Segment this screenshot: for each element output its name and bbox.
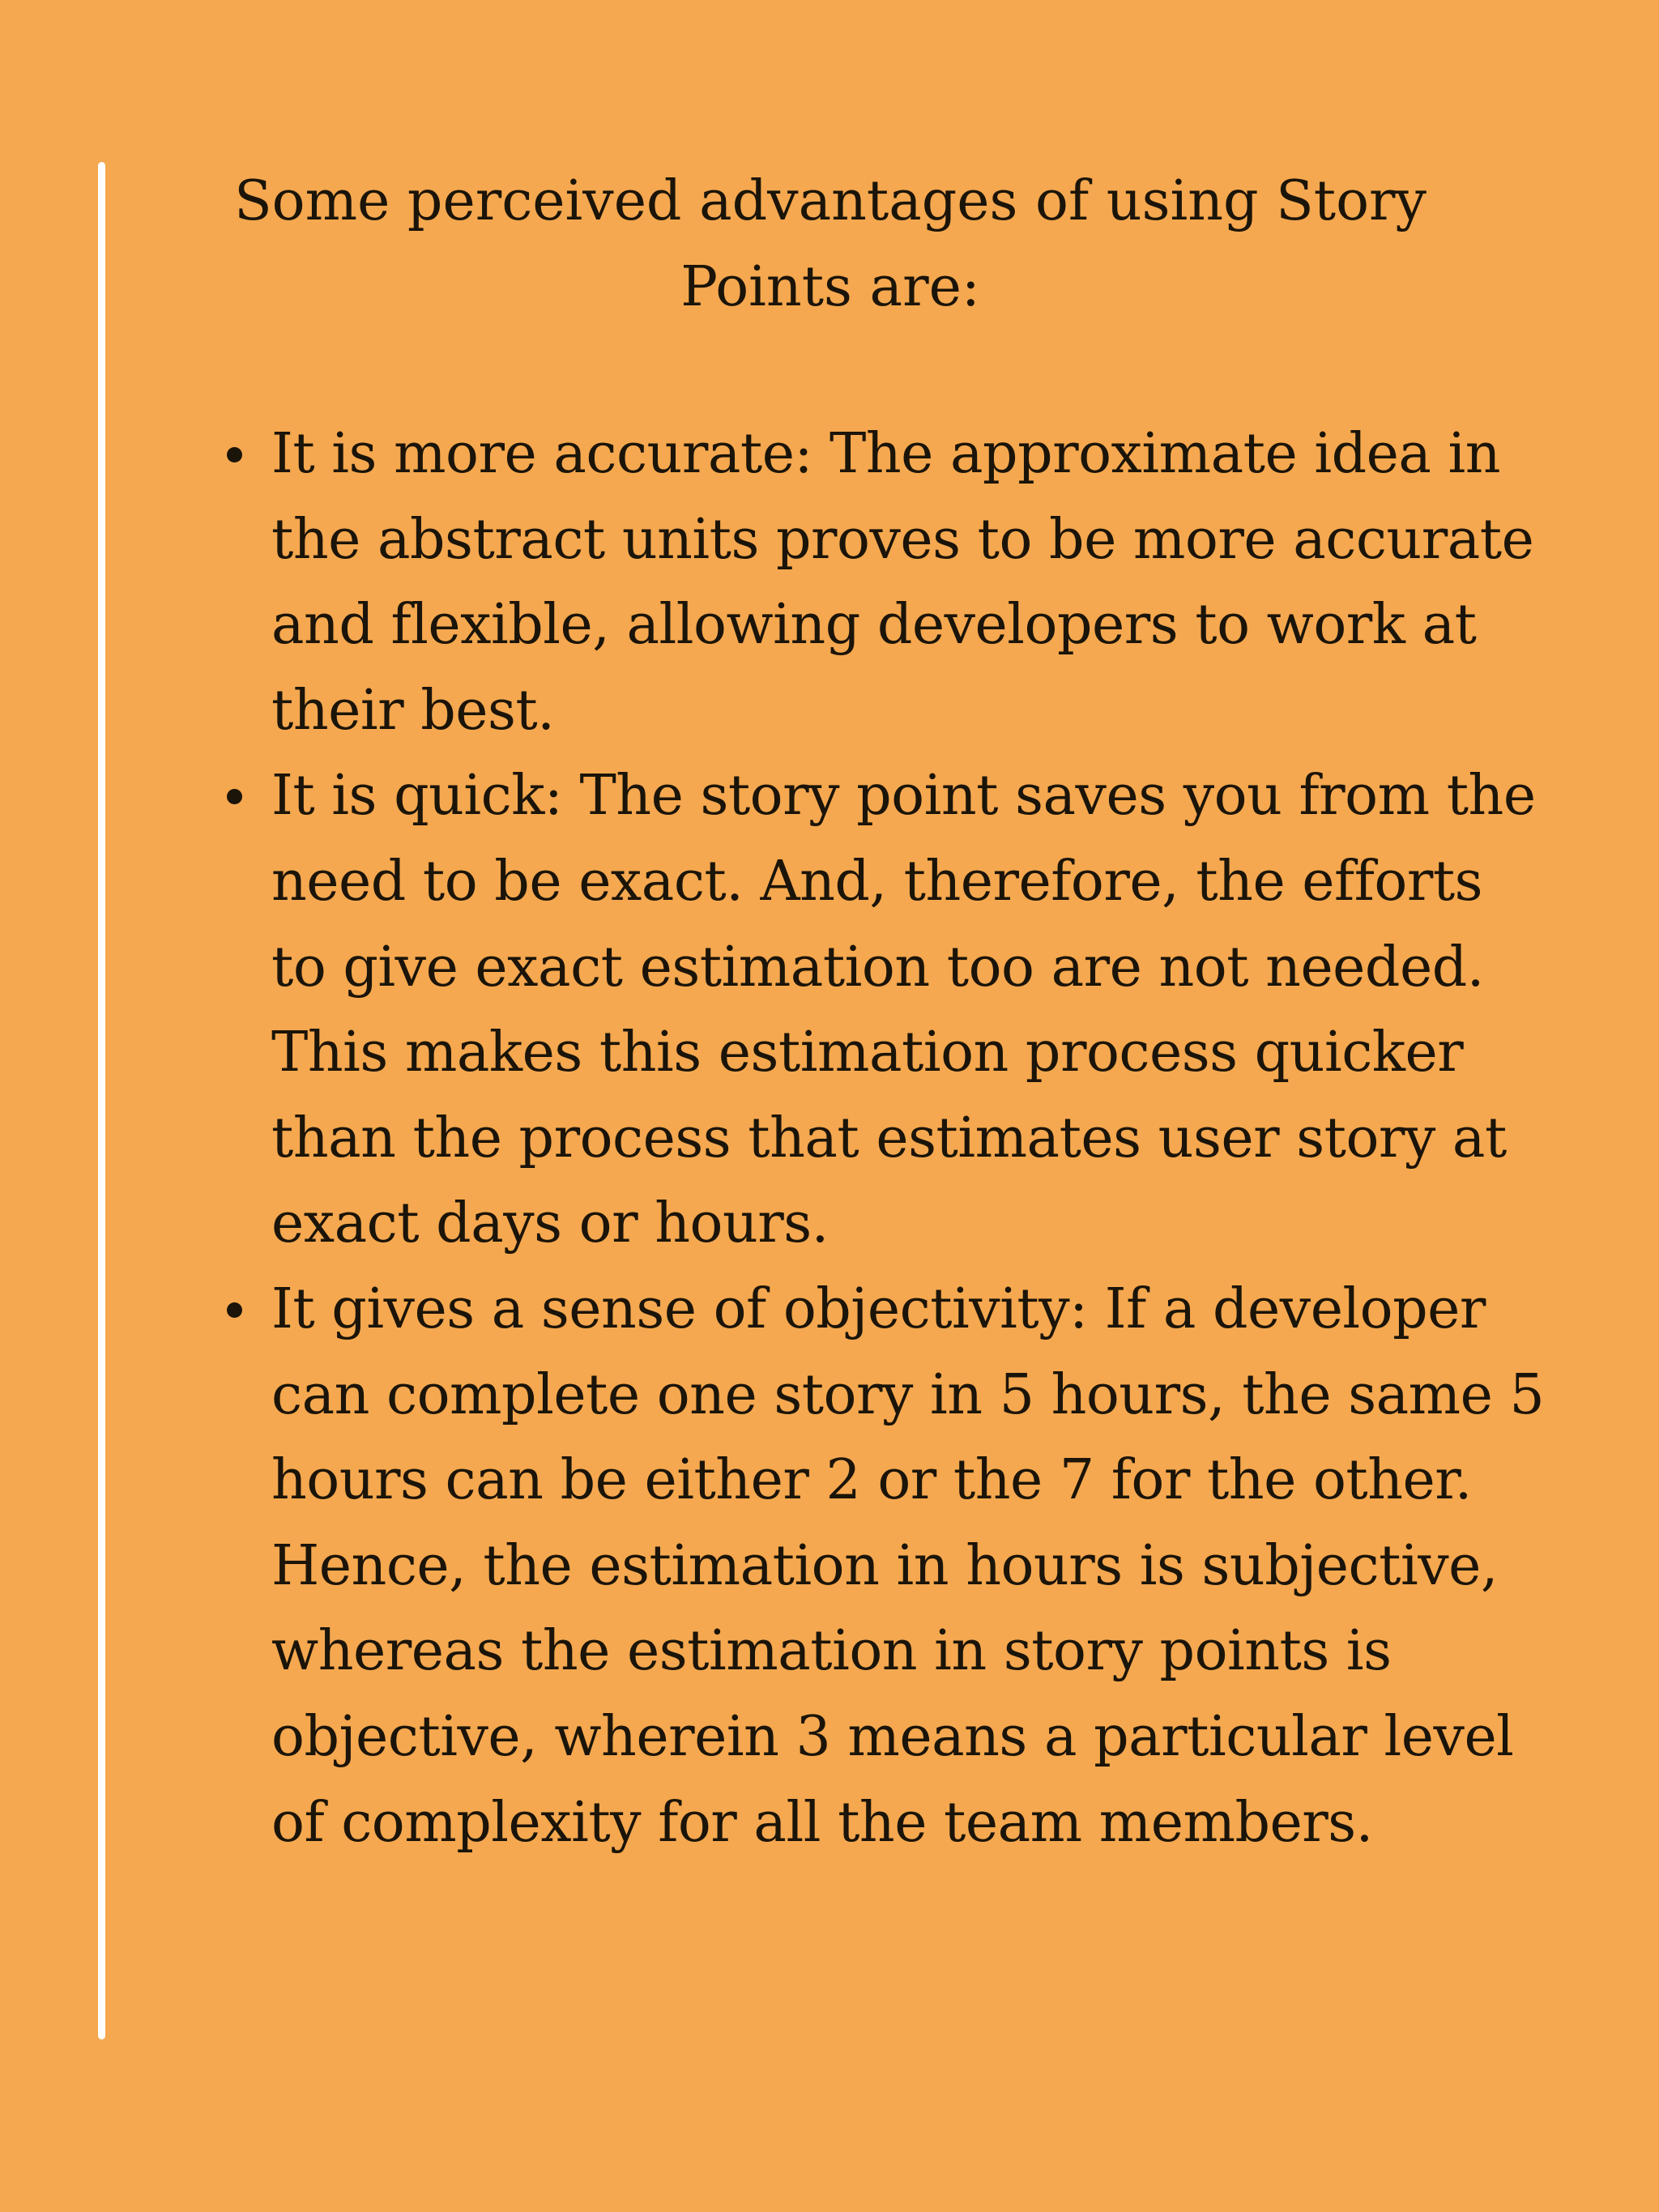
- list-item-objectivity: It gives a sense of objectivity: If a developer can complete one story in 5 hours, the same 5 hours can be either 2 or the 7 for the other. Hence, the estimation in hours is subjective, whereas the estimation in story points is objective, wherein 3 means a particular level of complexity for all the team members.: [271, 1267, 1551, 1865]
- list-item-accuracy: It is more accurate: The approximate idea in the abstract units proves to be more accurate and flexible, allowing developers to work at their best.: [271, 411, 1551, 753]
- vertical-accent-bar: [98, 162, 105, 2039]
- advantages-list: [271, 411, 1551, 1865]
- page-heading: Some perceived advantages of using Story Points are:: [234, 169, 1427, 319]
- list-item-speed: It is quick: The story point saves you from the need to be exact. And, therefore, the efforts to give exact estimation too are not needed. This makes this estimation process quicker than the process that estimates user story at exact days or hours.: [271, 753, 1551, 1267]
